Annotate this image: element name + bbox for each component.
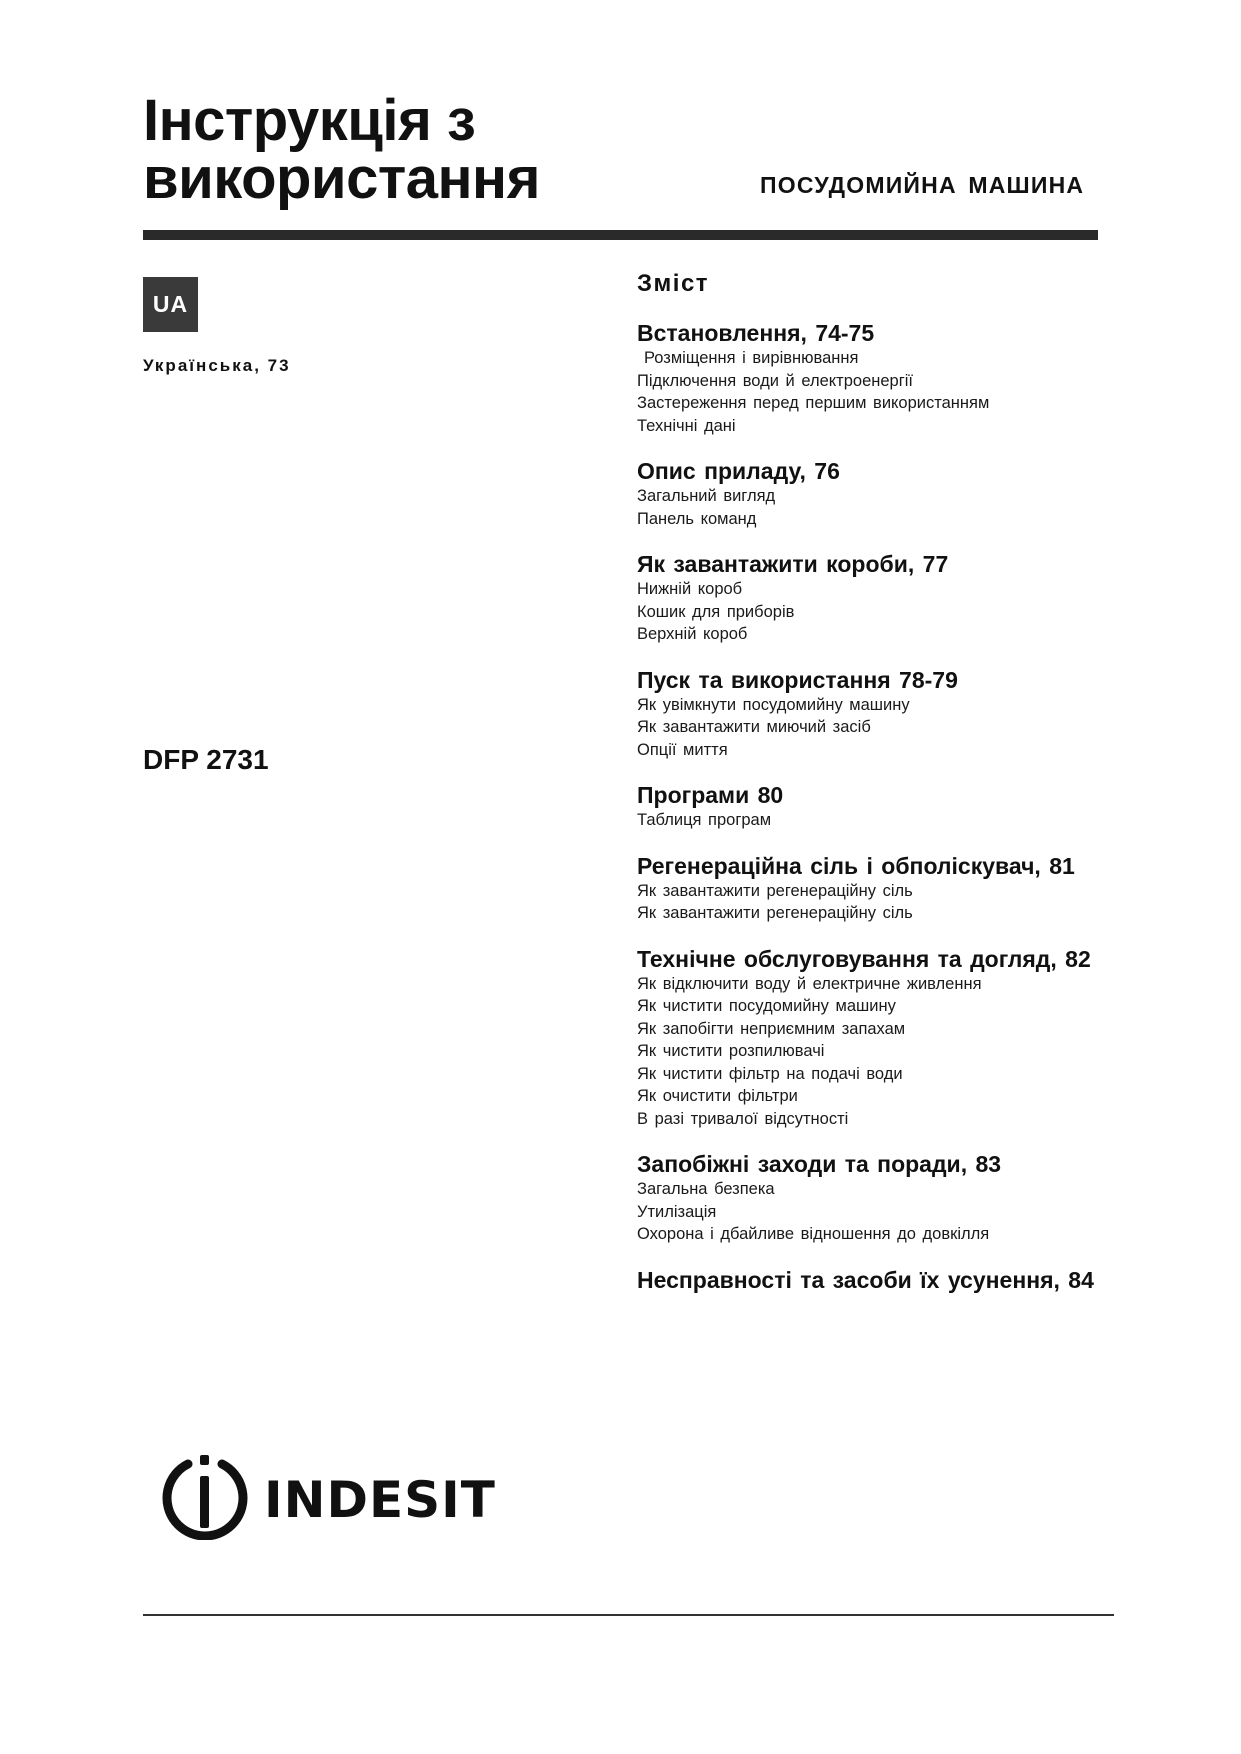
toc-item: Як завантажити миючий засіб xyxy=(637,718,871,736)
toc-item: Як увімкнути посудомийну машину xyxy=(637,695,910,714)
toc-section-title: Як завантажити короби, 77 xyxy=(637,551,949,577)
language-badge: UA xyxy=(143,277,198,332)
toc-item: Як очистити фільтри xyxy=(637,1087,798,1105)
toc-item: Як чистити посудомийну машину xyxy=(637,997,896,1015)
toc-item: Як відключити воду й електричне живлення xyxy=(637,974,982,993)
top-divider xyxy=(143,230,1098,240)
document-title xyxy=(143,88,540,211)
title-line-2: використання xyxy=(143,146,540,211)
toc-section xyxy=(637,666,1117,762)
toc-item: Розміщення і вирівнювання xyxy=(644,349,859,367)
toc-item: Як запобігти неприємним запахам xyxy=(637,1019,906,1038)
toc-section xyxy=(637,945,1117,1131)
table-of-contents xyxy=(637,270,1117,1314)
toc-section xyxy=(637,781,1117,832)
toc-section-title: Встановлення, 74-75 xyxy=(637,320,875,346)
toc-item: Нижній короб xyxy=(637,580,743,598)
toc-section-title: Несправності та засоби їх усунення, 84 xyxy=(637,1266,1094,1293)
toc-item: Застереження перед першим використанням xyxy=(637,394,990,412)
toc-item: Панель команд xyxy=(637,509,757,528)
toc-section-title: Пуск та використання 78-79 xyxy=(637,666,958,693)
toc-item: Як чистити розпилювачі xyxy=(637,1042,825,1060)
toc-item: Загальний вигляд xyxy=(637,487,776,505)
toc-item: Опції миття xyxy=(637,740,728,759)
toc-section xyxy=(637,319,1117,437)
toc-section xyxy=(637,1150,1117,1246)
toc-item: Утилізація xyxy=(637,1202,717,1221)
toc-item: Технічні дані xyxy=(637,416,736,435)
toc-item: В разі тривалої відсутності xyxy=(637,1109,849,1128)
toc-section-title: Опис приладу, 76 xyxy=(637,458,840,484)
toc-section-title: Програми 80 xyxy=(637,782,784,808)
toc-section xyxy=(637,550,1117,646)
toc-item: Таблиця програм xyxy=(637,811,772,829)
toc-section-title: Запобіжні заходи та поради, 83 xyxy=(637,1151,1002,1177)
toc-item: Підключення води й електроенергії xyxy=(637,371,913,390)
logo-wordmark: INDESIT xyxy=(264,1471,496,1529)
language-page-ref: Українська, 73 xyxy=(143,356,291,375)
bottom-divider xyxy=(143,1614,1114,1616)
toc-item: Верхній короб xyxy=(637,625,748,643)
toc-item: Як чистити фільтр на подачі води xyxy=(637,1064,903,1083)
toc-heading: Зміст xyxy=(637,270,710,297)
indesit-logo-icon xyxy=(167,1455,243,1536)
title-line-1: Інструкція з xyxy=(143,88,476,153)
toc-section xyxy=(637,457,1117,530)
product-type: ПОСУДОМИЙНА МАШИНА xyxy=(760,172,1085,198)
toc-item: Охорона і дбайливе відношення до довкілля xyxy=(637,1225,990,1243)
toc-section xyxy=(637,852,1117,925)
toc-section-title: Технічне обслуговування та догляд, 82 xyxy=(637,945,1091,972)
indesit-logo xyxy=(160,1450,500,1540)
toc-item: Як завантажити регенераційну сіль xyxy=(637,904,913,922)
toc-section-title: Регенераційна сіль і обполіскувач, 81 xyxy=(637,852,1075,879)
toc-item: Як завантажити регенераційну сіль xyxy=(637,881,913,900)
toc-item: Кошик для приборів xyxy=(637,602,795,621)
model-number: DFP 2731 xyxy=(143,744,269,775)
toc-item: Загальна безпека xyxy=(637,1180,775,1198)
toc-section xyxy=(637,1266,1117,1294)
